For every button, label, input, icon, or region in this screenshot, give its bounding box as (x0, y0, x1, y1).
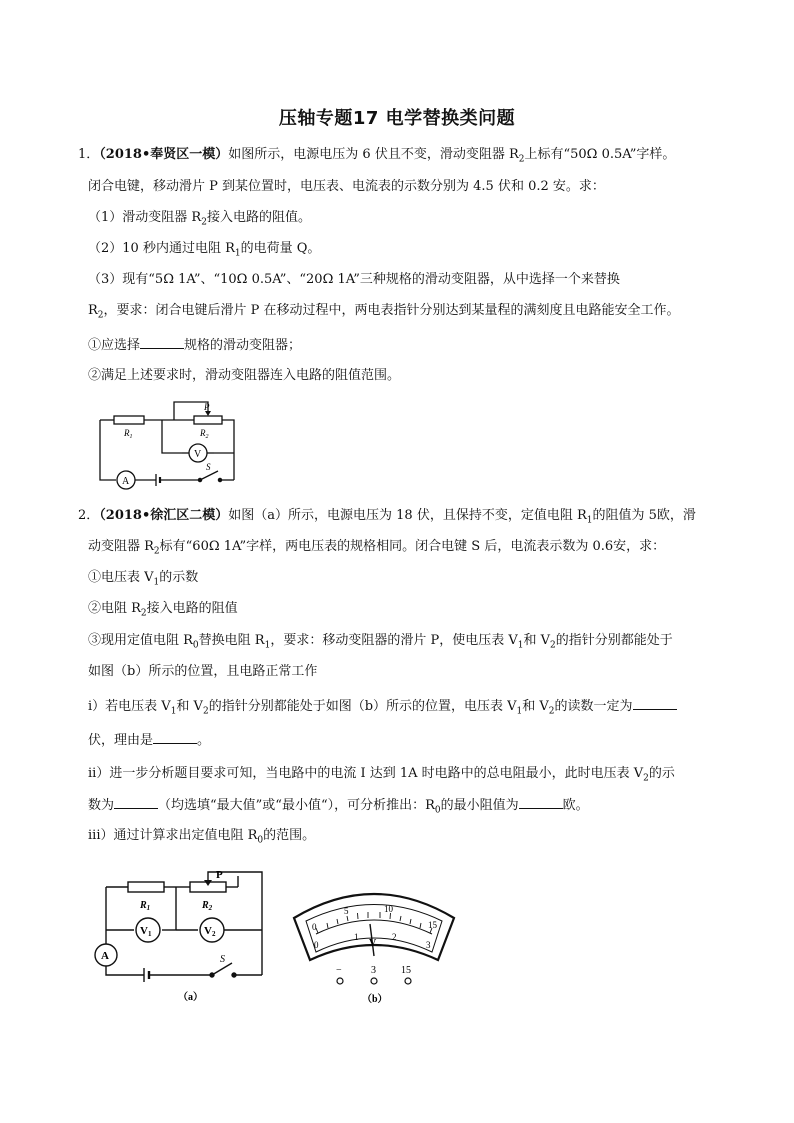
q2-line-8 (88, 731, 210, 750)
terminal-15 (405, 978, 411, 984)
text: ②电阻 R (88, 601, 141, 616)
text: ①电压表 V (88, 570, 154, 585)
subscript: 2 (97, 310, 104, 321)
label-a: A (101, 950, 109, 962)
text: 和 V (176, 699, 203, 714)
text: 的示 (648, 766, 675, 781)
caption-a: （a） (178, 992, 203, 1003)
text: 的电荷量 Q。 (240, 241, 321, 256)
wire (222, 420, 234, 480)
q2-line-5 (88, 632, 673, 655)
q2-line-3 (88, 569, 198, 592)
q1-number: 1． (78, 147, 100, 162)
q1-source: （2018•奉贤区一模） (99, 147, 229, 162)
subscript: 0 (192, 640, 199, 651)
terminal-label: 15 (401, 965, 411, 976)
subscript: 1 (170, 706, 177, 717)
resistor-r1 (114, 416, 144, 424)
q2-source: （2018•徐汇区二模） (99, 508, 229, 523)
subscript: 2 (643, 773, 649, 784)
meter-unit-v: V (369, 938, 377, 949)
caption-b: （b） (362, 994, 388, 1005)
text: 动变阻器 R (88, 539, 154, 554)
q1-circuit-figure (94, 398, 244, 494)
label-v1: V1 (140, 925, 152, 938)
subscript: 1 (586, 515, 593, 526)
scale-arc (316, 920, 432, 934)
answer-blank[interactable] (114, 796, 158, 809)
text: 。 (197, 733, 211, 748)
subscript: 1 (516, 706, 523, 717)
subscript: 2 (201, 217, 207, 228)
text: 的指针分别都能处于 (555, 633, 673, 648)
text: 和 V (522, 699, 549, 714)
slider-wire (174, 402, 208, 420)
subscript: 2 (153, 546, 160, 557)
text: 的读数一定为 (554, 699, 633, 714)
terminal-label: − (336, 965, 342, 976)
switch-blade (200, 471, 218, 480)
page-title: 压轴专题17 电学替换类问题 (278, 108, 516, 129)
wire (100, 420, 116, 480)
label-r1: $R_1$ (140, 900, 151, 912)
q1-line-2: 闭合电键，移动滑片 P 到某位置时，电压表、电流表的示数分别为 4.5 伏和 0.2 安。求： (88, 179, 605, 194)
text: 的阻值为 5欧，滑 (592, 508, 696, 523)
scale-label: 10 (384, 904, 393, 914)
text: 欧。 (562, 798, 589, 813)
q1-line-3 (88, 209, 311, 232)
q1-line-4 (88, 240, 320, 263)
text: i）若电压表 V (88, 699, 171, 714)
q1-line-8: ②满足上述要求时，滑动变阻器连入电路的阻值范围。 (88, 368, 401, 383)
q2-line-1 (78, 507, 696, 530)
text: 的范围。 (263, 828, 316, 843)
q2-circuit-figure-a (92, 862, 272, 1012)
text: 数为 (88, 798, 115, 813)
subscript: 2 (518, 154, 525, 165)
scale-label: 5 (344, 906, 349, 916)
slider-arrow (204, 880, 212, 886)
label-s: S (206, 462, 211, 472)
subscript: 2 (140, 608, 147, 619)
text: ii）进一步分析题目要求可知，当电路中的电流 I 达到 1A 时电路中的总电阻最小，此时电压表 V (88, 766, 644, 781)
q1-line-6 (88, 302, 680, 325)
scale-label: 0 (312, 922, 317, 932)
text: 伏，理由是 (88, 733, 154, 748)
text: 的最小阻值为 (440, 798, 519, 813)
text: 如图（a）所示，电源电压为 18 伏，且保持不变，定值电阻 R (228, 508, 587, 523)
q2-line-2 (88, 538, 665, 561)
q1-line-7 (88, 336, 301, 355)
q2-line-10 (88, 796, 589, 820)
answer-blank[interactable] (140, 336, 184, 349)
scale-label: 0 (314, 940, 319, 950)
text: 接入电路的阻值 (146, 601, 238, 616)
subscript: 1 (234, 248, 241, 259)
scale-ticks (316, 912, 432, 933)
subscript: 2 (202, 706, 209, 717)
subscript: 0 (434, 805, 441, 816)
wire (106, 966, 144, 975)
label-p: P (216, 869, 223, 881)
resistor-r1 (128, 882, 164, 892)
text: 标有“60Ω 1A”字样，两电压表的规格相同。闭合电键 S 后，电流表示数为 0.6安，求： (159, 539, 666, 554)
text: ①应选择 (88, 338, 141, 353)
text: （均选填“最大值”或“最小值“），可分析推出：R (158, 798, 435, 813)
label-r1: $R_1$ (124, 428, 133, 440)
answer-blank[interactable] (153, 731, 197, 744)
q2-line-9 (88, 765, 675, 788)
q2-number: 2． (78, 508, 100, 523)
wire (162, 420, 182, 453)
text: R (88, 303, 98, 318)
scale-label: 2 (392, 932, 397, 942)
scale-label: 3 (426, 940, 431, 950)
resistor-r2 (194, 416, 222, 424)
q1-text: 如图所示，电源电压为 6 伏且不变，滑动变阻器 R (228, 147, 519, 162)
subscript: 1 (517, 640, 524, 651)
subscript: 2 (549, 640, 556, 651)
q1-line-1 (78, 146, 675, 169)
text: iii）通过计算求出定值电阻 R (88, 828, 258, 843)
text: （2）10 秒内通过电阻 R (88, 241, 235, 256)
scale-label: 15 (428, 920, 437, 930)
label-s: S (220, 954, 225, 965)
label-r2: $R_2$ (200, 428, 209, 440)
subscript: 2 (548, 706, 555, 717)
subscript: 1 (153, 577, 160, 588)
label-v: V (194, 449, 202, 460)
text: 接入电路的阻值。 (206, 210, 311, 225)
terminal-3 (371, 978, 377, 984)
subscript: 0 (257, 835, 264, 846)
label-p: P (204, 402, 210, 412)
q2-line-11 (88, 827, 315, 850)
scale-label: 1 (354, 932, 359, 942)
text: 规格的滑动变阻器； (184, 338, 302, 353)
text: ，要求：闭合电键后滑片 P 在移动过程中，两电表指针分别达到某量程的满刻度且电路能安全工作。 (103, 303, 680, 318)
q1-line-5: （3）现有“5Ω 1A”、“10Ω 0.5A”、“20Ω 1A”三种规格的滑动变阻器，从中选择一个来替换 (88, 272, 620, 287)
q1-text-tail: 上标有“50Ω 0.5A”字样。 (524, 147, 676, 162)
text: 替换电阻 R (198, 633, 265, 648)
text: 和 V (523, 633, 550, 648)
terminal-negative (337, 978, 343, 984)
label-v2: V2 (204, 925, 216, 938)
label-a: A (122, 476, 130, 487)
q2-line-6: 如图（b）所示的位置，且电路正常工作 (88, 664, 318, 679)
subscript: 1 (264, 640, 271, 651)
text: （1）滑动变阻器 R (88, 210, 202, 225)
answer-blank[interactable] (519, 796, 563, 809)
text: 的示数 (159, 570, 199, 585)
q2-meter-figure-b (288, 878, 463, 1008)
terminal-label: 3 (371, 965, 376, 976)
q2-line-4 (88, 600, 238, 623)
label-r2: $R_2$ (202, 900, 213, 912)
text: 的指针分别都能处于如图（b）所示的位置，电压表 V (208, 699, 517, 714)
q2-line-7 (88, 697, 677, 721)
text: ，要求：移动变阻器的滑片 P，使电压表 V (270, 633, 518, 648)
switch-contact (232, 973, 236, 977)
text: ③现用定值电阻 R (88, 633, 193, 648)
answer-blank[interactable] (633, 697, 677, 710)
